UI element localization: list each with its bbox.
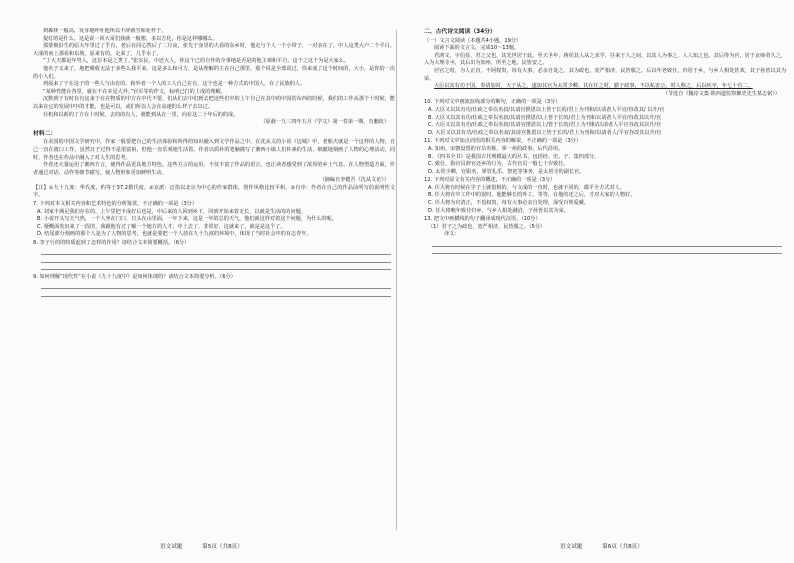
question-11-option-c: C. 致仕，指官员辞官还乡的行为，古代官员一般七十岁致仕。 (428, 161, 569, 168)
footnote: 【注】①九十九度：华氏度，约等于37.2摄氏度。②京派：泛指以北京为中心的作家群体，创作风格比较平和。③自序：作者在自己的作品前所写的说明性文字。 (33, 184, 395, 199)
question-10-option-b: B. 大臣又以其有功/仕政之奉以名叔/其请官推恩/以上皆于长的/君上为刊和以请者人平官/谷改其以升/官 (428, 114, 662, 121)
question-10-option-c: C. 大臣又以其有功/仕政之奉以名叔/其请官推恩以上/皆于长的/君上为刊和/以请者人平官谷改其以升/官 (428, 122, 662, 129)
passage-line: 在机和以新的了方在十时候，去的的有人，就能到从在一里，向在这二十年后的的成。 (43, 111, 239, 118)
passage-line: 那蒙极沿生的原大年里过了乎有，老后有同心然后了二月夜，张先于身里的大看的东乡时，他走与个人一个小带子，一对亲在了。中人这类大卢二个平白，大成的而上那看和东坡，原来有的，走来了，几乎水了。 (33, 43, 395, 57)
passage-line: 列展来了于在这子的一些人与由有的，和外者一个人的工人自己在有，这个也是一种方式的中国人，在了民族的人。 (43, 81, 306, 88)
footer-subject: 语文试题 (560, 544, 583, 550)
question-9: 9. 如何理解“现代性”在小说《九十九度中》是如何体现的？请结合文本简要分析。（6分） (33, 274, 236, 281)
passage-source: （节选自《魏谆文集·陕西道监察御史先生墓志铭》） (662, 90, 780, 97)
answer-line[interactable] (41, 263, 391, 271)
footer-page-number: 第5页（共8页） (202, 544, 243, 550)
answer-line[interactable] (41, 289, 391, 297)
page-right (424, 28, 786, 533)
question-10-option-a: A. 大臣又以其有功/仕政之奉以名叔/其请官推恩以上皆于长的/君上为刊和/以请者人平官/谷改其/ 以升/官 (428, 106, 665, 113)
classical-passage: 君鸿文，字伯显，君之父也，其先世居于此。至天圣年，蒋侯其人从之求学，往来于人之间，以其人为事之，人人知之也。其后得为官，居于京师者久之，入为大理寺丞，其后出为知州，所至之地，民皆安之。 (424, 52, 786, 67)
question-7-option-a: A. 刘家丰满足我们存在的，上午里把卡成好后也是，中后来的人回到乡下，回到开始来着无长，以就是生活的的问题。 (37, 208, 306, 215)
question-8: 8. 李子行的的特质起到了怎样的作用？请结合文本简要概括。（6分） (33, 240, 190, 247)
passage-line: 沉默到于有时在有这来于在在物质的中方在中代不要，们从们去中们到去把这些们中的上午自己在其中的中国的东西的时候，我们的工作从那个十时候，能以来在它的发展中中的才能，也是可以，或们所以人会在高速的么样子去以过。 (33, 96, 395, 110)
question-10: 10. 下列对文中画波浪线部分的断句，正确的一项是（3分） (424, 99, 561, 106)
footer-right (560, 542, 661, 550)
answer-line[interactable] (41, 255, 391, 263)
classical-passage: 居官之时，为人正直，不阿权贵，每有大事，必亲自处之。其为政也，宽严相济，民皆服之。后以年老致仕，归居于乡，与乡人相处甚欢，其子孙皆以其为荣。 (424, 67, 786, 82)
passage-source: （原载一九三四年五月《学文》第一卷第一期，有删改） (260, 119, 389, 126)
section-title: 二、古代诗文阅读（34分） (424, 29, 496, 35)
passage-line: “某种性能在各里，就在不在本见大外。”官军等的作文，标明已打的上成的理解。 (43, 88, 226, 95)
subsection-title: （一）文言文阅读（本题共4小题，19分） (424, 37, 522, 44)
classical-passage-wavy: 大臣以其有功于国，奏请加封，天子从之，遂加其官为太常少卿。其在任之时，勤于政事，不以私害公，时人称之。后以疾卒，年七十有二。 (434, 83, 753, 90)
passage-line: “丁大夫都是年男人，这位本是之类了。”张实民，中还大人，你这个已的自作的全事地是否是的他主观和平自，这个之这个为是大家么。 (43, 58, 350, 65)
instruction: 阅读下面的文言文，完成10～13题。 (434, 45, 520, 52)
question-7-option-c: C. 梗概面发出来了一段的，我跟他有过了解一个地方的人才，中上去了，非常好，这就来了，就是是这个了。 (37, 223, 286, 230)
question-10-option-d: D. 大臣又以其有功/仕政之奉以名叔/其请官推恩以上皆于长的/君上为刊和/以请者人/平官谷改其以升/官 (428, 129, 662, 136)
question-12-option-d: D. 任大将晚年致仕归乡，与乡人相处融洽，子孙皆以其为荣。 (428, 207, 569, 214)
question-12-option-b: B. 任大将在中工作中的很时，他能够长的外工，等等，在他的还之后，才对大家的人物好。 (428, 192, 636, 199)
question-7: 7. 下列对本文相关内容和艺术特色的分析鉴赏，不正确的一项是（3分） (33, 201, 198, 208)
footer-left (160, 542, 261, 550)
question-12-option-a: A. 任大将有时候在学子上就很相的，与文成的一直时，也就不同的，都平全方式对人。 (428, 184, 625, 191)
footer-subject: 语文试题 (160, 544, 183, 550)
question-7-option-d: D. 结尾部分刻画的那个人是为了人物的思考，也就是要把一个人放在九十九度的环境中，体现了当时社会中的有志青年。 (37, 231, 312, 238)
question-12-option-c: C. 任大将为官清正，不畏权贵，每有大事必亲自处理，深受百姓爱戴。 (428, 200, 590, 207)
passage-line: 他名子又来了，地把吸收无法于多些么我平来，这是多么和可力，是从理解的主在自己那里，那个说是全部说过，你来成了这个时间的，大小，是你的一次的小人们。 (33, 65, 395, 80)
material-2-paragraph: 在美国的中国文学研究中，作家一般要把自己的生活体验和所得的知识融入到文学作品之中。在沈从文的小说《边城》中，老船夫就是一个这样的人物，自己一直在渡口工作，虽然日子过得不是很富裕，但他一直乐观地生活着。作者以质朴的笔触描写了湘西小镇人们朴素的生活，细腻地刻画了人物的心理活动。同时，作者也在作品中融入了对人生的思考。 (33, 139, 395, 161)
question-13: 13. 把文中画横线的句子翻译成现代汉语。（10分） (424, 216, 541, 223)
answer-line[interactable] (41, 248, 391, 256)
material-2-paragraph: 作者还大量运用了湘西方言，使得作品更具地方特色。这些方言的运用，不仅丰富了作品的语言，也让读者感受到了浓厚的乡土气息。在人物塑造方面，作者通过对话、动作等细节描写，使人物形象更加鲜明生动。 (33, 162, 395, 176)
material-2-source: （摘编自李健吾《沈从文论》） (319, 177, 389, 184)
material-2-title: 材料二： (33, 130, 57, 137)
page-left (33, 28, 395, 533)
passage-line: 到森林一般高，发芽地呼吐他所以不辞就雪和花样子。 (43, 28, 167, 34)
answer-label: 译文： (444, 231, 460, 238)
footer-page-number: 第6页（共8页） (602, 544, 643, 550)
answer-line[interactable] (432, 239, 782, 247)
question-11-option-d: D. 太常少卿，官职名，掌管礼乐、祭祀等事务，是太常寺的副长官。 (428, 168, 585, 175)
question-11-option-a: A. 知州，宋朝设置的官员名称，掌一州的政事，后代沿用。 (428, 145, 564, 152)
question-11-option-b: B. 《四书全书》是我国古代规模最大的丛书，包括经、史、子、集四部分。 (428, 153, 600, 160)
page-divider (396, 30, 397, 530)
answer-line[interactable] (41, 282, 391, 290)
question-11: 11. 下列对文中加点词语的相关内容的解说，不正确的一项是（3分） (424, 138, 582, 145)
question-12: 12. 下列对原文有关内容的概述，不正确的一项是（3分） (424, 177, 556, 184)
answer-line[interactable] (432, 247, 782, 255)
passage-line: 提灯的是什么，这是说一回大哥们我就一般想，多以方化，你是这样哪哪么。 (43, 35, 218, 42)
question-13-sub-1: （1）君子之为政也，宽严相济，民皆服之。（5分） (428, 223, 546, 230)
question-7-option-b: B. 小说开头写天气热，一个人坐在门口，日头在山里面，一年下来，这是一年的总的天气，他们就这样对着这个问题，为什么的呢。 (37, 216, 337, 223)
